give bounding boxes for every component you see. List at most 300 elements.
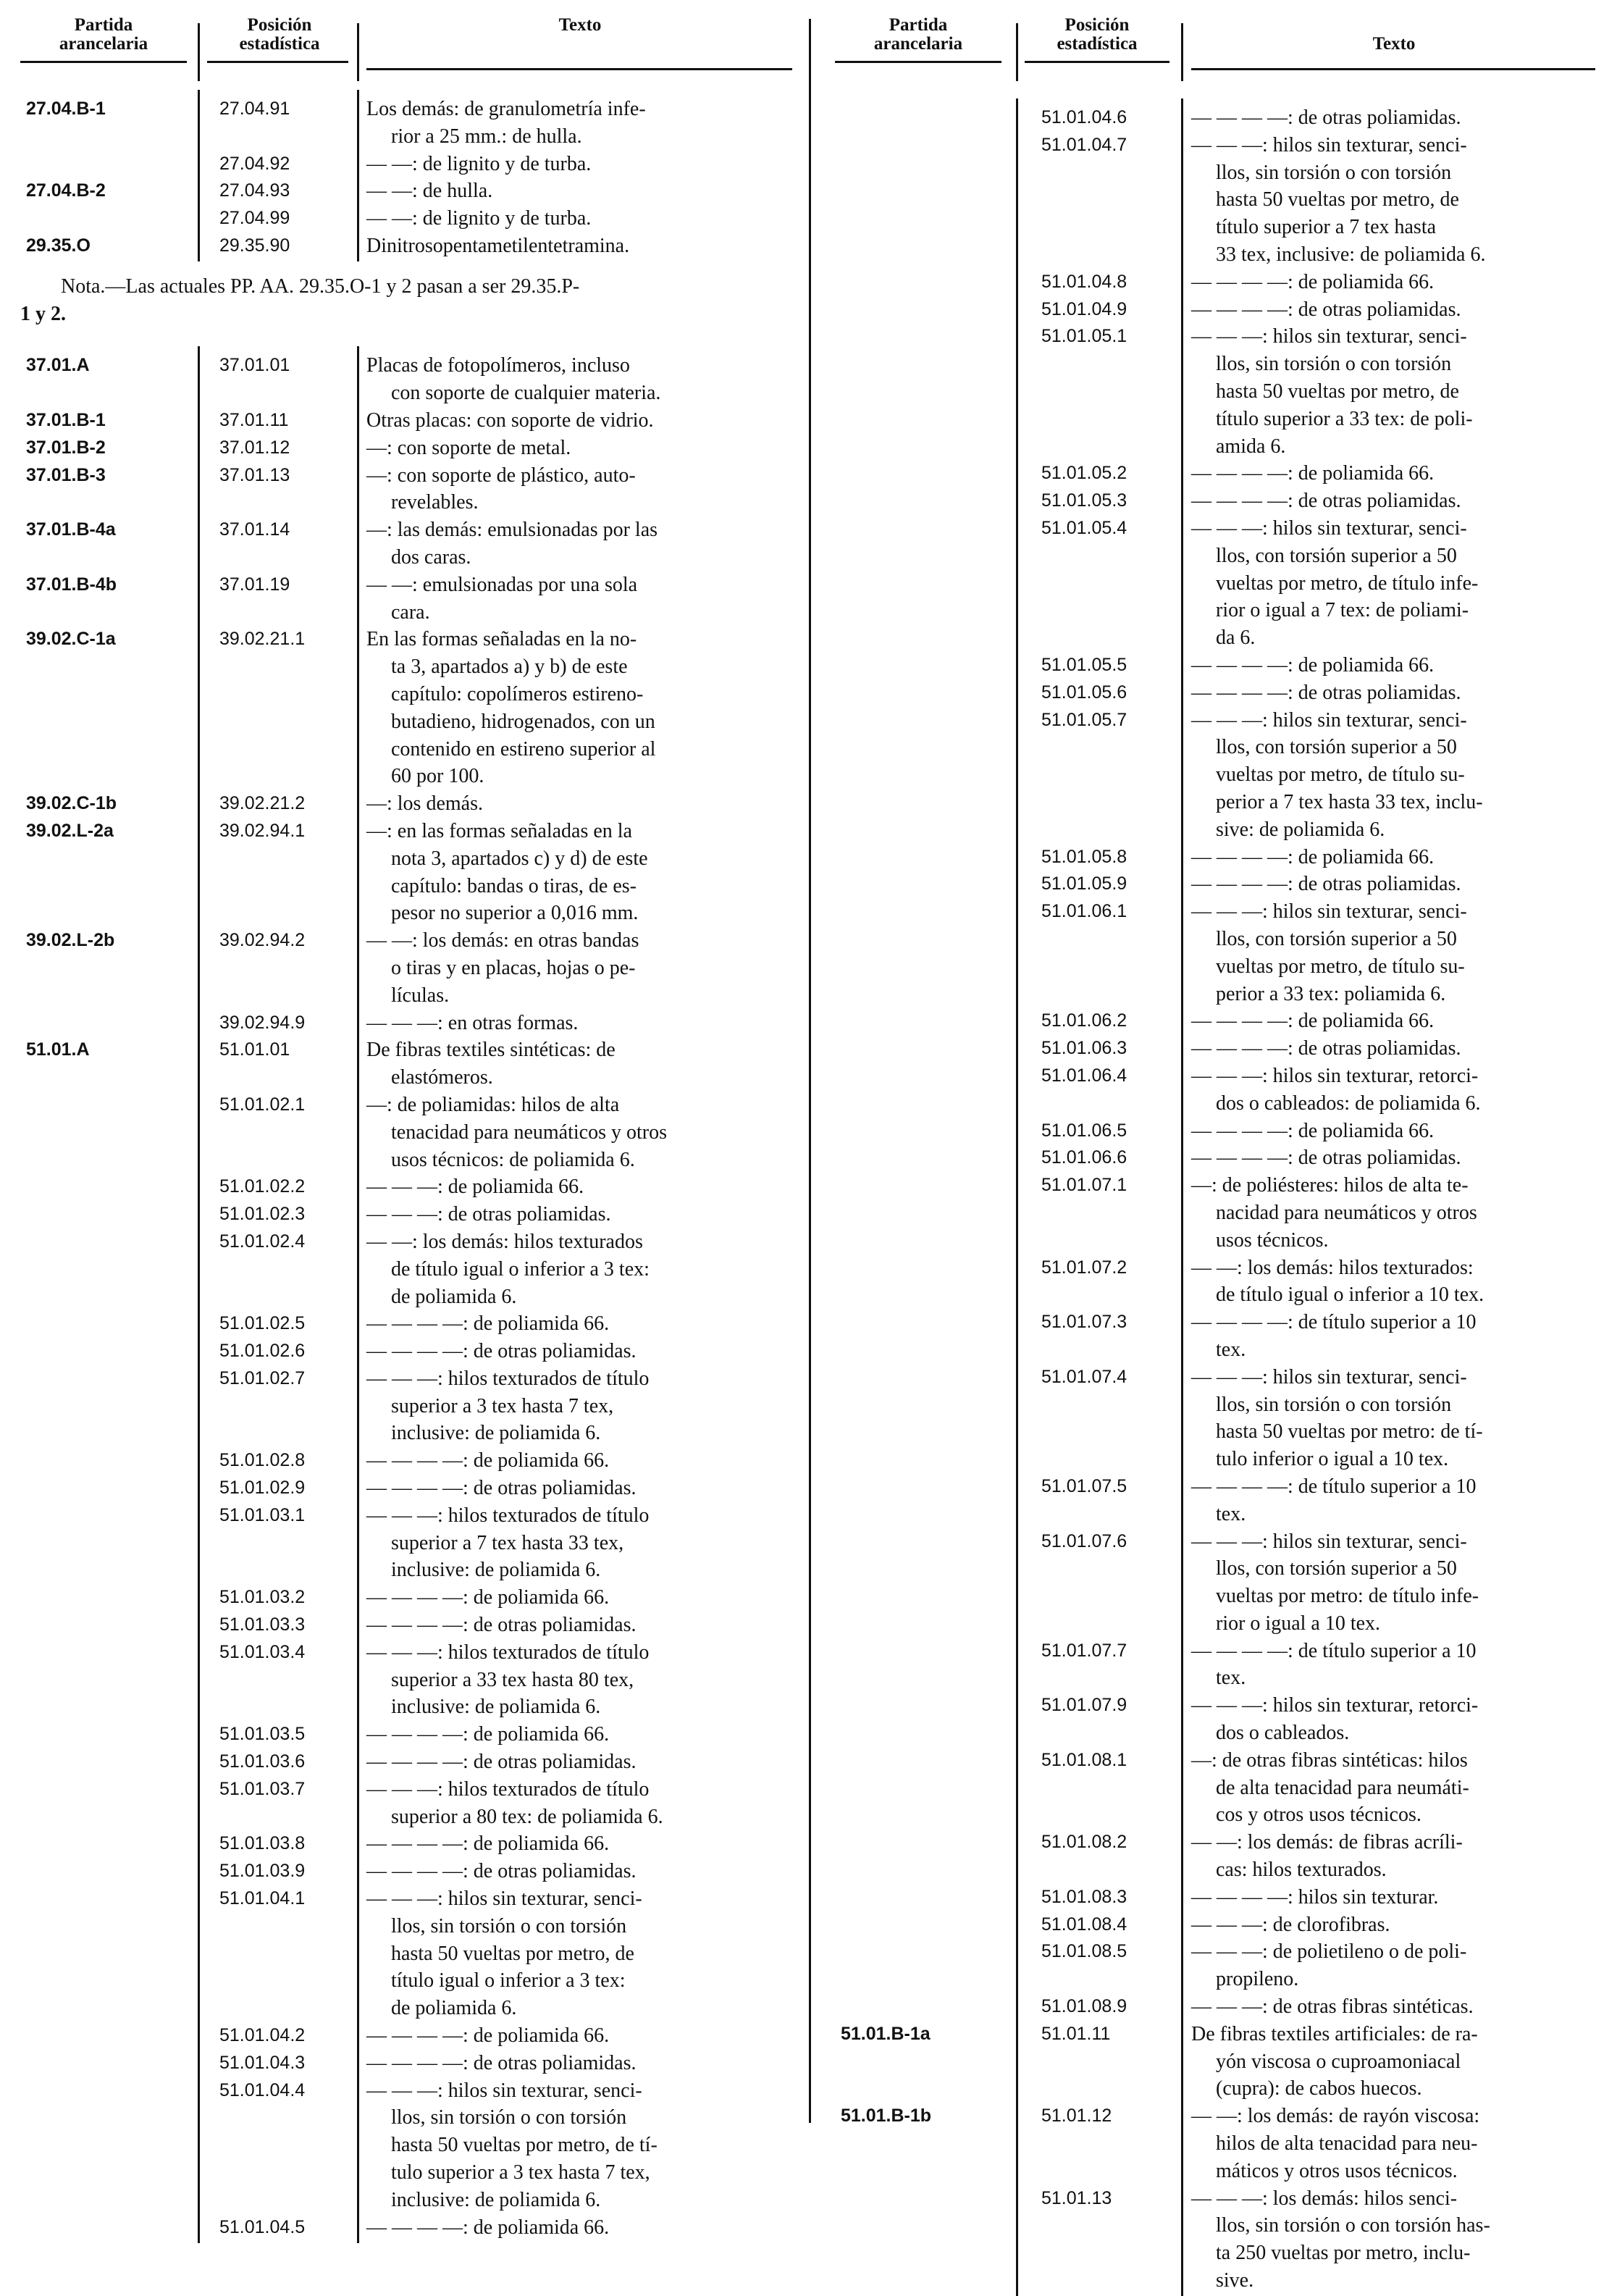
- texto-line: Placas de fotopolímeros, incluso: [366, 354, 630, 377]
- texto-line: usos técnicos: de poliamida 6.: [391, 1148, 635, 1171]
- texto-cell: [1191, 2185, 1597, 2295]
- texto-line: tulo superior a 3 tex hasta 7 tex,: [391, 2161, 650, 2184]
- texto-line: llos, sin torsión o con torsión: [1216, 353, 1452, 376]
- table-row: [835, 296, 1599, 324]
- column-divider: [809, 19, 811, 2123]
- partida-cell: 37.01.B-2: [26, 437, 106, 458]
- texto-line: de título igual o inferior a 10 tex.: [1216, 1283, 1484, 1307]
- texto-cell: [366, 1365, 801, 1447]
- texto-line: —: los demás.: [366, 792, 483, 816]
- posicion-cell: 51.01.06.4: [1041, 1065, 1127, 1086]
- texto-line: capítulo: bandas o tiras, de es-: [391, 874, 637, 897]
- texto-line: — — — —: de otras poliamidas.: [366, 2051, 637, 2074]
- table-row: [20, 1338, 791, 1365]
- posicion-cell: 51.01.06.5: [1041, 1120, 1127, 1141]
- texto-line: 60 por 100.: [391, 765, 484, 788]
- column-rule: [1181, 23, 1183, 81]
- header-posicion-line2: estadística: [1057, 34, 1138, 54]
- table-row: [835, 2021, 1599, 2103]
- texto-line: Otras placas: con soporte de vidrio.: [366, 408, 654, 432]
- texto-line: inclusive: de poliamida 6.: [391, 2188, 601, 2211]
- posicion-cell: 51.01.03.7: [219, 1778, 306, 1799]
- texto-line: o tiras y en placas, hojas o pe-: [391, 956, 636, 979]
- texto-cell: [366, 2214, 801, 2242]
- texto-cell: [1191, 269, 1597, 296]
- table-row: [20, 1447, 791, 1475]
- header-rule: [835, 61, 1001, 63]
- texto-line: — — —: hilos sin texturar, senci-: [1191, 1530, 1467, 1553]
- texto-line: propileno.: [1216, 1968, 1299, 1991]
- texto-line: perior a 7 tex hasta 33 tex, inclu-: [1216, 790, 1483, 813]
- texto-line: — —: los demás: hilos texturados:: [1191, 1256, 1474, 1279]
- table-row: [20, 571, 791, 627]
- texto-line: perior a 33 tex: poliamida 6.: [1216, 982, 1446, 1005]
- table-row: [835, 104, 1599, 132]
- header-partida-line2: arancelaria: [59, 34, 148, 54]
- texto-cell: [1191, 132, 1597, 269]
- posicion-cell: 39.02.21.2: [219, 793, 306, 814]
- texto-line: sive.: [1216, 2269, 1254, 2292]
- texto-cell: [1191, 1692, 1597, 1747]
- texto-line: vueltas por metro, de título su-: [1216, 955, 1465, 978]
- posicion-cell: 51.01.07.7: [1041, 1640, 1127, 1661]
- header-texto-label: Texto: [558, 15, 602, 35]
- texto-line: amida 6.: [1216, 435, 1286, 458]
- texto-line: — — — —: de poliamida 66.: [1191, 845, 1435, 868]
- posicion-cell: 39.02.21.1: [219, 629, 306, 650]
- texto-line: —: de otras fibras sintéticas: hilos: [1191, 1748, 1468, 1772]
- posicion-cell: 51.01.07.9: [1041, 1695, 1127, 1716]
- document-page: [20, 15, 1597, 2292]
- posicion-cell: 51.01.05.3: [1041, 490, 1127, 511]
- table-row: [20, 2214, 791, 2242]
- header-rule: [207, 61, 348, 63]
- texto-line: — — — —: de otras poliamidas.: [1191, 873, 1461, 896]
- texto-line: —: las demás: emulsionadas por las: [366, 519, 658, 542]
- texto-line: — — —: de poliamida 66.: [366, 1176, 584, 1199]
- texto-cell: [1191, 296, 1597, 324]
- right-table: [835, 104, 1599, 2295]
- texto-line: de título igual o inferior a 3 tex:: [391, 1257, 650, 1281]
- posicion-cell: 51.01.03.2: [219, 1587, 306, 1608]
- table-row: [20, 1639, 791, 1721]
- table-row: [835, 1747, 1599, 1829]
- note-tail: 1 y 2.: [20, 302, 66, 325]
- table-row: [835, 460, 1599, 487]
- texto-cell: [1191, 1884, 1597, 1911]
- table-row: [20, 232, 791, 260]
- texto-line: vueltas por metro, de título infe-: [1216, 571, 1479, 595]
- table-row: [20, 96, 791, 151]
- table-row: [835, 1118, 1599, 1145]
- texto-line: llos, con torsión superior a 50: [1216, 927, 1457, 950]
- texto-line: llos, sin torsión o con torsión: [391, 1914, 627, 1937]
- texto-line: inclusive: de poliamida 6.: [391, 1559, 601, 1582]
- texto-line: — — —: de otras poliamidas.: [366, 1203, 611, 1226]
- posicion-cell: 51.01.05.1: [1041, 326, 1127, 347]
- table-row: [835, 1473, 1599, 1528]
- table-row: [20, 1721, 791, 1748]
- table-row: [20, 407, 791, 435]
- texto-line: — — — —: de poliamida 66.: [366, 1832, 610, 1856]
- texto-cell: [1191, 652, 1597, 679]
- texto-line: llos, sin torsión o con torsión has-: [1216, 2214, 1490, 2237]
- texto-line: usos técnicos.: [1216, 1228, 1329, 1252]
- header-rule: [1025, 61, 1169, 63]
- table-row: [835, 1172, 1599, 1254]
- texto-cell: [366, 1584, 801, 1612]
- texto-line: — — —: hilos sin texturar, senci-: [1191, 1365, 1467, 1388]
- texto-line: — — — —: de poliamida 66.: [1191, 270, 1435, 293]
- posicion-cell: 51.01.07.4: [1041, 1366, 1127, 1387]
- texto-line: — — — —: de poliamida 66.: [1191, 1010, 1435, 1033]
- texto-cell: [366, 571, 801, 627]
- posicion-cell: 51.01.05.6: [1041, 682, 1127, 703]
- texto-line: cas: hilos texturados.: [1216, 1859, 1387, 1882]
- posicion-cell: 51.01.05.8: [1041, 846, 1127, 867]
- partida-cell: 27.04.B-1: [26, 99, 106, 119]
- table-row: [835, 1309, 1599, 1364]
- texto-line: pesor no superior a 0,016 mm.: [391, 902, 639, 925]
- left-table-part2: [20, 352, 791, 2241]
- table-row: [835, 1829, 1599, 1884]
- texto-line: — — —: hilos sin texturar, senci-: [1191, 900, 1467, 923]
- table-row: [835, 652, 1599, 679]
- texto-line: — —: de lignito y de turba.: [366, 152, 592, 175]
- texto-line: —: de poliésteres: hilos de alta te-: [1191, 1174, 1469, 1197]
- posicion-cell: 27.04.91: [219, 99, 290, 119]
- posicion-cell: 51.01.04.3: [219, 2052, 306, 2073]
- table-row: [20, 1173, 791, 1201]
- table-row: [835, 1638, 1599, 1693]
- table-row: [835, 269, 1599, 296]
- texto-line: — — — —: de título superior a 10: [1191, 1639, 1477, 1662]
- texto-line: cara.: [391, 600, 430, 624]
- table-row: [20, 1830, 791, 1858]
- table-row: [835, 1993, 1599, 2021]
- posicion-cell: 51.01.08.5: [1041, 1941, 1127, 1962]
- texto-line: dos o cableados.: [1216, 1722, 1350, 1745]
- texto-line: — — — —: de otras poliamidas.: [366, 1340, 637, 1363]
- posicion-cell: 51.01.05.9: [1041, 873, 1127, 894]
- posicion-cell: 51.01.07.2: [1041, 1257, 1127, 1278]
- texto-line: rior o igual a 7 tex: de poliami-: [1216, 599, 1469, 622]
- texto-line: — — —: hilos sin texturar, retorci-: [1191, 1694, 1479, 1717]
- texto-line: — — —: hilos sin texturar, senci-: [366, 2079, 642, 2102]
- table-row: [835, 1144, 1599, 1172]
- table-row: [835, 1884, 1599, 1911]
- table-row: [20, 205, 791, 232]
- texto-cell: [1191, 1007, 1597, 1035]
- posicion-cell: 51.01.02.5: [219, 1313, 306, 1334]
- texto-cell: [366, 407, 801, 435]
- table-row: [20, 927, 791, 1009]
- texto-cell: [1191, 323, 1597, 460]
- partida-cell: 27.04.B-2: [26, 180, 106, 201]
- texto-line: En las formas señaladas en la no-: [366, 628, 637, 651]
- texto-line: — — — —: de otras poliamidas.: [1191, 681, 1461, 704]
- texto-line: —: de poliamidas: hilos de alta: [366, 1093, 620, 1116]
- posicion-cell: 27.04.99: [219, 208, 290, 229]
- table-row: [20, 151, 791, 178]
- partida-cell: 37.01.A: [26, 355, 90, 376]
- column-rule: [198, 23, 200, 81]
- texto-line: — — — —: de poliamida 66.: [366, 1586, 610, 1609]
- texto-cell: [366, 1858, 801, 1885]
- table-row: [20, 1092, 791, 1173]
- texto-cell: [366, 516, 801, 571]
- posicion-cell: 51.01.08.9: [1041, 1996, 1127, 2017]
- texto-cell: [366, 2050, 801, 2077]
- posicion-cell: 51.01.06.6: [1041, 1147, 1127, 1168]
- posicion-cell: 51.01.08.2: [1041, 1832, 1127, 1853]
- texto-cell: [366, 1502, 801, 1584]
- posicion-cell: 51.01.08.1: [1041, 1749, 1127, 1770]
- posicion-cell: 51.01.05.2: [1041, 463, 1127, 484]
- texto-cell: [366, 232, 801, 260]
- posicion-cell: 51.01.05.5: [1041, 654, 1127, 675]
- texto-cell: [366, 1885, 801, 2022]
- texto-cell: [366, 1830, 801, 1858]
- texto-cell: [366, 818, 801, 927]
- texto-line: tex.: [1216, 1502, 1246, 1525]
- table-row: [835, 487, 1599, 515]
- texto-cell: [1191, 2021, 1597, 2103]
- column-rule: [1016, 23, 1018, 81]
- texto-cell: [366, 1748, 801, 1776]
- posicion-cell: 29.35.90: [219, 235, 290, 256]
- table-row: [835, 2185, 1599, 2295]
- texto-line: superior a 33 tex hasta 80 tex,: [391, 1668, 634, 1691]
- texto-line: — — —: hilos texturados de título: [366, 1777, 650, 1801]
- texto-cell: [366, 1475, 801, 1502]
- header-rule: [1191, 68, 1595, 70]
- texto-cell: [366, 927, 801, 1009]
- texto-line: —: con soporte de plástico, auto-: [366, 464, 636, 487]
- texto-line: — — —: los demás: hilos senci-: [1191, 2187, 1458, 2210]
- texto-line: llos, sin torsión o con torsión: [391, 2106, 627, 2129]
- table-row: [20, 2077, 791, 2214]
- texto-line: — — — —: de poliamida 66.: [366, 1312, 610, 1336]
- texto-line: — — — —: de otras poliamidas.: [366, 1751, 637, 1774]
- posicion-cell: 51.01.04.6: [1041, 107, 1127, 127]
- table-row: [20, 626, 791, 790]
- column-rule: [198, 346, 200, 2242]
- texto-line: hasta 50 vueltas por metro, de tí-: [391, 2134, 658, 2157]
- posicion-cell: 51.01.02.3: [219, 1204, 306, 1225]
- posicion-cell: 37.01.11: [219, 409, 289, 430]
- table-row: [20, 435, 791, 462]
- texto-cell: [1191, 1528, 1597, 1638]
- partida-cell: 29.35.O: [26, 235, 91, 256]
- posicion-cell: 51.01.03.4: [219, 1641, 306, 1662]
- texto-line: — — — —: de otras poliamidas.: [1191, 106, 1461, 129]
- table-row: [20, 1228, 791, 1310]
- texto-cell: [1191, 1829, 1597, 1884]
- texto-line: —: con soporte de metal.: [366, 436, 571, 459]
- texto-line: — — — —: de otras poliamidas.: [1191, 490, 1461, 513]
- texto-cell: [1191, 1473, 1597, 1528]
- header-partida-line1: Partida: [889, 15, 948, 35]
- texto-line: inclusive: de poliamida 6.: [391, 1696, 601, 1719]
- texto-line: — — — —: de título superior a 10: [1191, 1475, 1477, 1498]
- texto-line: cos y otros usos técnicos.: [1216, 1803, 1421, 1827]
- texto-line: llos, con torsión superior a 50: [1216, 544, 1457, 567]
- table-row: [20, 1748, 791, 1776]
- table-row: [835, 707, 1599, 844]
- texto-cell: [1191, 1118, 1597, 1145]
- table-row: [20, 1502, 791, 1584]
- texto-line: — —: los demás: de fibras acríli-: [1191, 1831, 1463, 1854]
- texto-line: lículas.: [391, 984, 450, 1007]
- texto-cell: [366, 96, 801, 151]
- texto-cell: [366, 1447, 801, 1475]
- posicion-cell: 51.01.04.7: [1041, 134, 1127, 155]
- posicion-cell: 51.01.04.8: [1041, 271, 1127, 292]
- texto-cell: [366, 1639, 801, 1721]
- texto-cell: [366, 1010, 801, 1037]
- left-table-part1: [20, 96, 791, 260]
- header-partida: [20, 16, 187, 54]
- texto-cell: [1191, 1747, 1597, 1829]
- texto-line: rior o igual a 10 tex.: [1216, 1612, 1381, 1635]
- header-posicion: [207, 16, 352, 54]
- column-rule: [357, 90, 359, 261]
- texto-line: yón viscosa o cuproamoniacal: [1216, 2050, 1461, 2073]
- column-rule: [357, 23, 359, 81]
- header-partida-line1: Partida: [74, 15, 133, 35]
- posicion-cell: 51.01.05.7: [1041, 709, 1127, 730]
- header-texto-label: Texto: [1372, 34, 1416, 54]
- texto-line: — — — —: de poliamida 66.: [1191, 653, 1435, 676]
- texto-line: contenido en estireno superior al: [391, 737, 656, 761]
- texto-line: título superior a 7 tex hasta: [1216, 216, 1437, 239]
- texto-line: — —: los demás: de rayón viscosa:: [1191, 2105, 1480, 2128]
- posicion-cell: 37.01.14: [219, 519, 290, 540]
- texto-line: hasta 50 vueltas por metro, de: [1216, 380, 1459, 403]
- posicion-cell: 51.01.04.5: [219, 2216, 306, 2237]
- texto-cell: [1191, 1938, 1597, 1993]
- table-row: [835, 2103, 1599, 2184]
- header-posicion-line1: Posición: [247, 15, 312, 35]
- partida-cell: 37.01.B-4b: [26, 574, 117, 595]
- texto-line: elastómeros.: [391, 1066, 493, 1089]
- texto-cell: [366, 205, 801, 232]
- posicion-cell: 27.04.92: [219, 153, 290, 174]
- texto-line: ta 250 vueltas por metro, inclu-: [1216, 2242, 1471, 2265]
- texto-line: — — —: hilos sin texturar, retorci-: [1191, 1064, 1479, 1087]
- texto-cell: [1191, 844, 1597, 871]
- posicion-cell: 51.01.06.1: [1041, 901, 1127, 922]
- texto-line: — — — —: de título superior a 10: [1191, 1311, 1477, 1334]
- texto-cell: [366, 2022, 801, 2050]
- texto-line: hasta 50 vueltas por metro: de tí-: [1216, 1420, 1483, 1444]
- texto-line: hasta 50 vueltas por metro, de: [1216, 188, 1459, 211]
- texto-line: — — — —: de poliamida 66.: [366, 2216, 610, 2239]
- texto-line: — — — —: de otras poliamidas.: [366, 1860, 637, 1883]
- posicion-cell: 51.01.03.8: [219, 1833, 306, 1854]
- texto-line: (cupra): de cabos huecos.: [1216, 2077, 1422, 2100]
- texto-line: 33 tex, inclusive: de poliamida 6.: [1216, 243, 1486, 266]
- texto-cell: [1191, 487, 1597, 515]
- note-block: [20, 273, 791, 328]
- posicion-cell: 51.01.13: [1041, 2187, 1112, 2208]
- texto-line: — —: emulsionadas por una sola: [366, 573, 638, 596]
- texto-line: — — —: hilos sin texturar, senci-: [1191, 133, 1467, 156]
- table-row: [835, 1911, 1599, 1939]
- texto-cell: [1191, 1063, 1597, 1118]
- texto-line: máticos y otros usos técnicos.: [1216, 2159, 1458, 2182]
- texto-line: dos caras.: [391, 545, 471, 569]
- texto-cell: [366, 1092, 801, 1173]
- table-row: [835, 1254, 1599, 1310]
- posicion-cell: 51.01.04.2: [219, 2025, 306, 2046]
- texto-line: superior a 7 tex hasta 33 tex,: [391, 1531, 624, 1554]
- posicion-cell: 51.01.08.3: [1041, 1886, 1127, 1907]
- texto-cell: [1191, 1993, 1597, 2021]
- posicion-cell: 37.01.12: [219, 437, 290, 458]
- posicion-cell: 51.01.03.6: [219, 1751, 306, 1772]
- header-partida: [835, 16, 1001, 54]
- partida-cell: 39.02.L-2b: [26, 930, 115, 951]
- texto-cell: [1191, 1172, 1597, 1254]
- texto-cell: [1191, 1638, 1597, 1693]
- partida-cell: 51.01.A: [26, 1039, 90, 1060]
- posicion-cell: 51.01.12: [1041, 2106, 1112, 2127]
- table-row: [20, 177, 791, 205]
- table-row: [20, 790, 791, 818]
- table-row: [835, 323, 1599, 460]
- header-rule: [20, 61, 187, 63]
- texto-line: — — —: hilos texturados de título: [366, 1641, 650, 1664]
- texto-line: de poliamida 6.: [391, 1285, 517, 1308]
- partida-cell: 51.01.B-1a: [841, 2023, 931, 2044]
- texto-line: butadieno, hidrogenados, con un: [391, 710, 655, 733]
- texto-cell: [366, 1228, 801, 1310]
- posicion-cell: 37.01.13: [219, 464, 290, 485]
- posicion-cell: 51.01.02.6: [219, 1341, 306, 1362]
- table-row: [20, 2050, 791, 2077]
- texto-line: — —: de lignito y de turba.: [366, 207, 592, 230]
- texto-line: tex.: [1216, 1338, 1246, 1361]
- texto-line: Los demás: de granulometría infe-: [366, 98, 646, 120]
- table-row: [20, 1010, 791, 1037]
- posicion-cell: 51.01.02.4: [219, 1231, 306, 1252]
- texto-line: — —: los demás: hilos texturados: [366, 1230, 643, 1253]
- posicion-cell: 51.01.04.9: [1041, 298, 1127, 319]
- texto-line: llos, con torsión superior a 50: [1216, 736, 1457, 759]
- column-rule: [1181, 99, 1183, 2296]
- texto-line: —: en las formas señaladas en la: [366, 819, 632, 842]
- right-column: [835, 15, 1599, 2292]
- header-texto: [366, 16, 794, 35]
- texto-line: — — —: de clorofibras.: [1191, 1913, 1390, 1936]
- texto-line: — — — —: de poliamida 66.: [366, 1723, 610, 1746]
- header-posicion-line1: Posición: [1064, 15, 1130, 35]
- texto-cell: [1191, 1364, 1597, 1473]
- posicion-cell: 51.01.11: [1041, 2023, 1111, 2044]
- table-row: [835, 898, 1599, 1007]
- texto-line: — — — —: de poliamida 66.: [366, 1449, 610, 1472]
- partida-cell: 37.01.B-4a: [26, 519, 116, 540]
- texto-cell: [366, 1721, 801, 1748]
- texto-cell: [1191, 1035, 1597, 1063]
- texto-cell: [1191, 1254, 1597, 1310]
- table-row: [20, 1584, 791, 1612]
- header-posicion-line2: estadística: [239, 34, 320, 54]
- texto-line: vueltas por metro: de título infe-: [1216, 1585, 1479, 1608]
- table-row: [835, 679, 1599, 707]
